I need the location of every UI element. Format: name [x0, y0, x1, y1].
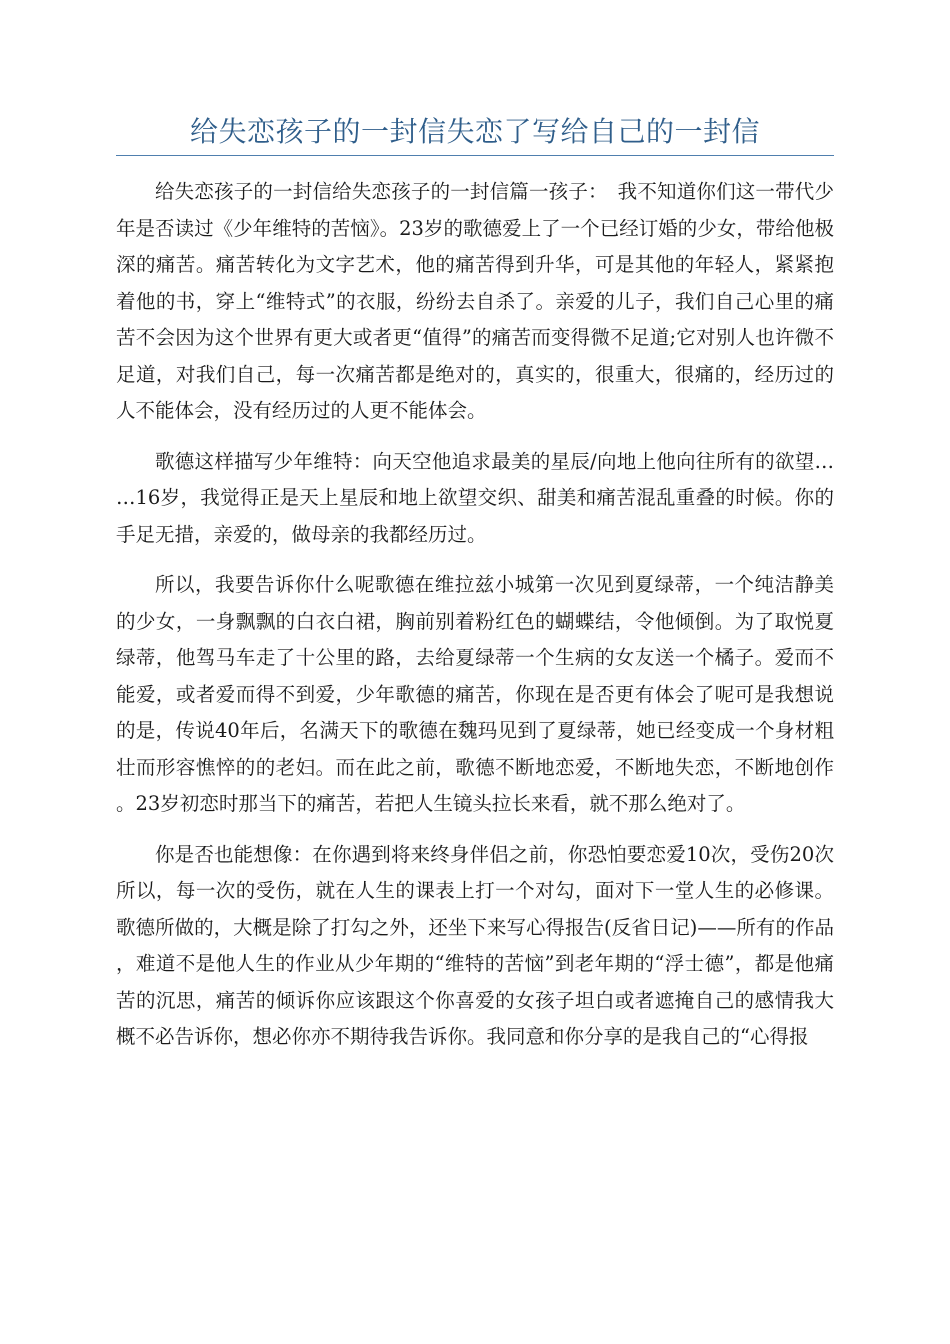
- title-underline: [116, 155, 834, 156]
- paragraph-2: 歌德这样描写少年维特：向天空他追求最美的星辰/向地上他向往所有的欲望……16岁，我觉得正是天上星辰和地上欲望交织、甜美和痛苦混乱重叠的时候。你的手足无措，亲爱的，做母亲的我都经历过。: [116, 449, 834, 546]
- paragraph-4: 你是否也能想像：在你遇到将来终身伴侣之前，你恐怕要恋爱10次，受伤20次所以，每一次的受伤，就在人生的课表上打一个对勾，面对下一堂人生的必修课。歌德所做的，大概是除了打勾之外，还坐下来写心得报告(反省日记)——所有的作品，难道不是他人生的作业从少年期的“维特的苦恼”到老年期的“浮士德”，都是他痛苦的沉思，痛苦的倾诉你应该跟这个你喜爱的女孩子坦白或者遮掩自己的感情我大概不必告诉你，想必你亦不期待我告诉你。我同意和你分享的是我自己的“心得报: [116, 842, 834, 1048]
- document-body: [116, 174, 834, 1070]
- document-title: 给失恋孩子的一封信失恋了写给自己的一封信: [189, 115, 760, 148]
- paragraph-1: 给失恋孩子的一封信给失恋孩子的一封信篇一孩子： 我不知道你们这一带代少年是否读过《少年维特的苦恼》。23岁的歌德爱上了一个已经订婚的少女，带给他极深的痛苦。痛苦转化为文字艺术，他的痛苦得到升华，可是其他的年轻人，紧紧抱着他的书，穿上“维特式”的衣服，纷纷去自杀了。亲爱的儿子，我们自己心里的痛苦不会因为这个世界有更大或者更“值得”的痛苦而变得微不足道;它对别人也许微不足道，对我们自己，每一次痛苦都是绝对的，真实的，很重大，很痛的，经历过的人不能体会，没有经历过的人更不能体会。: [116, 180, 834, 422]
- paragraph-3: 所以，我要告诉你什么呢歌德在维拉兹小城第一次见到夏绿蒂，一个纯洁静美的少女，一身飘飘的白衣白裙，胸前别着粉红色的蝴蝶结，令他倾倒。为了取悦夏绿蒂，他驾马车走了十公里的路，去给夏绿蒂一个生病的女友送一个橘子。爱而不能爱，或者爱而得不到爱，少年歌德的痛苦，你现在是否更有体会了呢可是我想说的是，传说40年后，名满天下的歌德在魏玛见到了夏绿蒂，她已经变成一个身材粗壮而形容憔悴的的老妇。而在此之前，歌德不断地恋爱，不断地失恋，不断地创作。23岁初恋时那当下的痛苦，若把人生镜头拉长来看，就不那么绝对了。: [116, 573, 834, 815]
